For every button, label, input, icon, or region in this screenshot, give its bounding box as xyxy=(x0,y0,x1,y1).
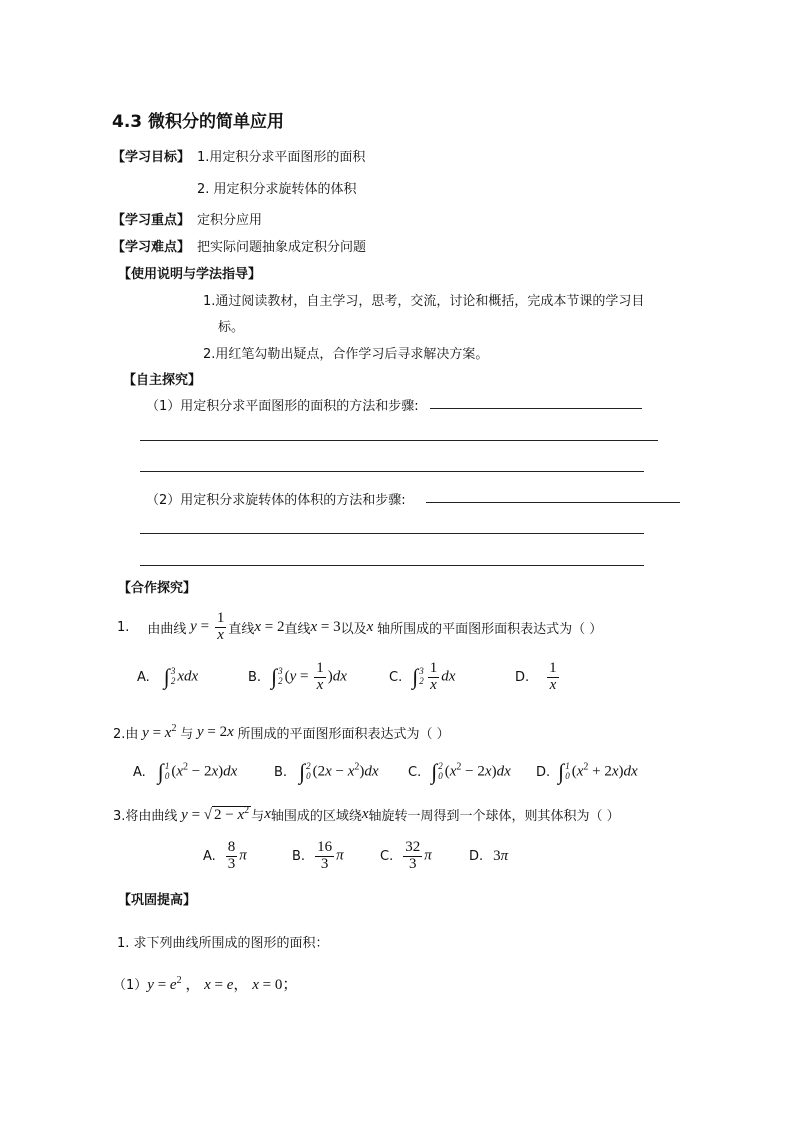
option-label: B. xyxy=(274,764,288,780)
guide-item-1-line-1: 1.通过阅读教材，自主学习，思考，交流，讨论和概括，完成本节课的学习目 xyxy=(203,294,645,309)
guide-item-1-line-2: 标。 xyxy=(218,320,245,335)
self-study-q1: （1）用定积分求平面图形的面积的方法和步骤: xyxy=(146,399,419,414)
question-text: 以及 xyxy=(340,621,367,637)
question-text: 轴旋转一周得到一个球体，则其体积为（ ） xyxy=(368,808,620,824)
option-label: D. xyxy=(469,848,484,864)
page-title: 4.3 微积分的简单应用 xyxy=(112,112,285,132)
formula: y = 2x xyxy=(193,723,238,740)
option-a xyxy=(137,659,198,695)
option-formula: $\frac{32}{3}$ π xyxy=(405,838,432,872)
option-a xyxy=(133,755,237,789)
self-study-label: 【自主探究】 xyxy=(123,373,202,388)
formula: x xyxy=(361,805,369,822)
question-number: 1. xyxy=(117,619,130,635)
question-text: 所围成的平面图形面积表达式为（ ） xyxy=(237,726,450,742)
consolidate-sub-1 xyxy=(113,972,297,994)
option-formula: ∫ 1 0 $(x^2 - 2x)dx$ xyxy=(157,759,238,784)
coop-label: 【合作探究】 xyxy=(118,581,197,596)
consolidate-label: 【巩固提高】 xyxy=(118,893,197,908)
goals-item-2: 2. 用定积分求旋转体的体积 xyxy=(197,182,357,197)
formula: $y = x^2$ xyxy=(138,722,177,741)
formula: y = √ $2 - x^2$ xyxy=(177,804,250,823)
goals-item-1: 1.用定积分求平面图形的面积 xyxy=(197,150,366,165)
difficulty-label: 【学习难点】 xyxy=(112,240,191,255)
option-c xyxy=(389,659,455,695)
option-d xyxy=(536,755,638,789)
answer-line xyxy=(140,565,644,566)
option-b xyxy=(274,755,379,789)
option-label: D. xyxy=(515,669,530,685)
answer-line xyxy=(426,502,680,503)
key-point-label: 【学习重点】 xyxy=(112,213,191,228)
question-text: 直线 xyxy=(228,621,255,637)
formula: x = 3 xyxy=(310,618,341,635)
question-text: 轴所围成的平面图形面积表达式为（ ） xyxy=(377,621,603,637)
coop-question-3 xyxy=(113,802,620,826)
option-label: B. xyxy=(292,848,306,864)
option-formula: $\frac{1}{x}$ xyxy=(549,659,557,693)
option-label: C. xyxy=(380,848,394,864)
option-label: A. xyxy=(203,848,216,864)
formula: x xyxy=(366,618,378,635)
option-formula: 3π xyxy=(493,847,509,864)
option-b xyxy=(292,836,344,876)
option-label: D. xyxy=(536,764,551,780)
consolidate-q1: 1. 求下列曲线所围成的图形的面积： xyxy=(117,936,329,951)
question-text: 与 xyxy=(251,808,265,824)
question-text: 由曲线 xyxy=(147,621,187,637)
guide-item-2: 2.用红笔勾勒出疑点，合作学习后寻求解决方案。 xyxy=(203,347,489,362)
answer-line xyxy=(430,408,642,409)
coop-question-1 xyxy=(117,607,602,647)
question-text: 3.将由曲线 xyxy=(113,808,178,824)
difficulty-text: 把实际问题抽象成定积分问题 xyxy=(197,240,367,255)
option-b xyxy=(248,659,347,695)
question-text: 与 xyxy=(180,726,194,742)
option-formula: ∫ 2 0 $(x^2 - 2x)dx$ xyxy=(431,759,511,784)
option-formula: ∫ 3 2 $\frac{1}{x}$ dx xyxy=(412,659,456,693)
question-text: （1） xyxy=(113,977,148,993)
formula: $y = e^2$ ， x = e， x = 0； xyxy=(147,974,298,993)
option-formula: ∫ 2 0 $(2x - x^2)dx$ xyxy=(299,759,379,784)
goals-label: 【学习目标】 xyxy=(112,150,191,165)
coop-question-2 xyxy=(113,721,450,743)
key-point-text: 定积分应用 xyxy=(197,213,263,228)
option-label: A. xyxy=(137,669,150,685)
question-text: 直线 xyxy=(284,621,311,637)
option-label: C. xyxy=(389,669,403,685)
question-text: 轴围成的区域绕 xyxy=(270,808,362,824)
option-label: A. xyxy=(133,764,146,780)
answer-line xyxy=(140,471,644,472)
option-formula: ∫ 3 2 (y = $\frac{1}{x}$ )dx xyxy=(271,659,347,693)
formula: x xyxy=(264,805,271,822)
option-d xyxy=(469,836,508,876)
option-formula: ∫ 3 2 xdx xyxy=(163,664,199,689)
question-text: 2.由 xyxy=(113,726,139,742)
option-formula: $\frac{8}{3}$ π xyxy=(227,838,247,872)
option-a xyxy=(203,836,247,876)
answer-line xyxy=(140,533,644,534)
answer-line xyxy=(140,440,658,441)
formula: y = $\frac{1}{x}$ xyxy=(186,609,225,643)
option-c xyxy=(380,836,432,876)
self-study-q2: （2）用定积分求旋转体的体积的方法和步骤: xyxy=(146,493,406,508)
option-d xyxy=(515,659,561,695)
formula: x = 2 xyxy=(254,618,285,635)
option-c xyxy=(408,755,511,789)
option-formula: ∫ 1 0 $(x^2 + 2x)dx$ xyxy=(558,759,638,784)
guide-label: 【使用说明与学法指导】 xyxy=(118,267,262,282)
option-label: C. xyxy=(408,764,422,780)
option-label: B. xyxy=(248,669,262,685)
option-formula: $\frac{16}{3}$ π xyxy=(317,838,344,872)
